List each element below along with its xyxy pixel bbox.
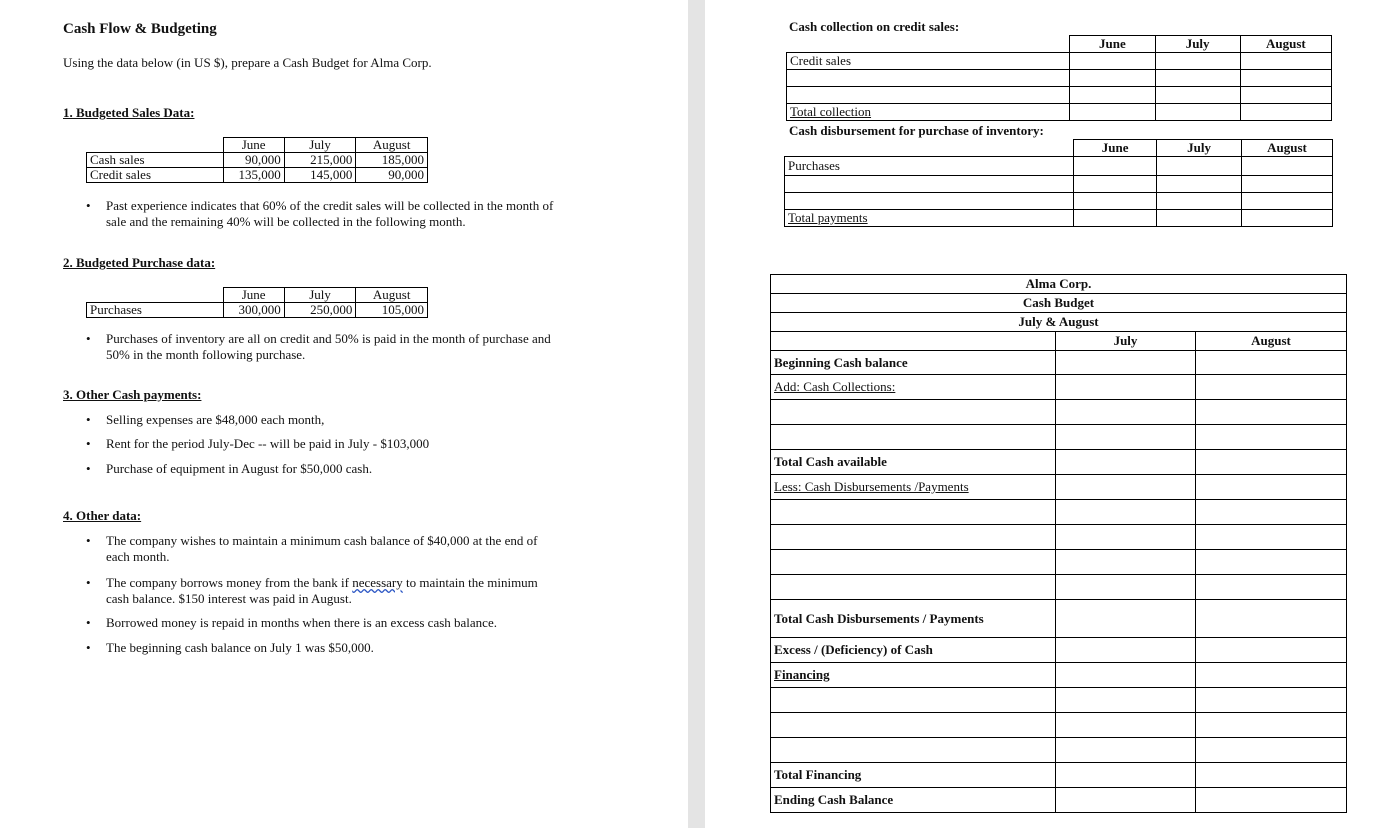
table-row [771, 450, 1347, 475]
disbursement-heading: Cash disbursement for purchase of inventory: [789, 123, 1044, 138]
bullet-text: Rent for the period July-Dec -- will be paid in July - $103,000 [106, 436, 430, 451]
cash-budget-table [770, 274, 1347, 813]
page-title: Cash Flow & Budgeting [63, 21, 217, 37]
table-row [787, 104, 1332, 121]
sales-col-july: July [284, 138, 356, 153]
sales-table [86, 137, 428, 183]
table-row [771, 600, 1347, 638]
cell: 215,000 [284, 153, 356, 168]
purch-col-june: June [223, 288, 284, 303]
table-row [785, 157, 1333, 176]
table-row [771, 475, 1347, 500]
table-row [771, 525, 1347, 550]
table-row [787, 53, 1332, 70]
page-gutter [688, 0, 705, 828]
disb-col-july: July [1157, 140, 1242, 157]
coll-col-july: July [1155, 36, 1240, 53]
bullet-text: Selling expenses are $48,000 each month, [106, 412, 325, 427]
disbursement-table [784, 139, 1333, 227]
table-row [771, 763, 1347, 788]
budget-col-august: August [1196, 332, 1347, 351]
bullet-line: sale and the remaining 40% will be collected in the following month. [106, 214, 466, 229]
row-label: Beginning Cash balance [771, 351, 1056, 375]
table-row [771, 738, 1347, 763]
table-row [771, 375, 1347, 400]
row-label: Total payments [785, 210, 1074, 227]
text-part: to maintain the minimum [406, 575, 538, 590]
coll-col-june: June [1070, 36, 1155, 53]
disb-col-august: August [1242, 140, 1333, 157]
row-label: Total collection [787, 104, 1070, 121]
table-row [771, 638, 1347, 663]
table-row [771, 425, 1347, 450]
cell: 90,000 [356, 168, 428, 183]
table-row [771, 713, 1347, 738]
table-row [87, 168, 428, 183]
table-row [771, 575, 1347, 600]
table-row [771, 400, 1347, 425]
table-row [785, 210, 1333, 227]
disb-col-june: June [1074, 140, 1157, 157]
table-row [87, 303, 428, 318]
spellcheck-word: necessary [352, 575, 403, 590]
section2-heading: 2. Budgeted Purchase data: [63, 255, 216, 270]
bullet-line: Past experience indicates that 60% of the credit sales will be collected in the month of [106, 198, 554, 213]
row-label: Purchases [785, 157, 1074, 176]
row-label: Excess / (Deficiency) of Cash [771, 638, 1056, 663]
row-label: Credit sales [87, 168, 224, 183]
row-label: Total Financing [771, 763, 1056, 788]
bullet-text: Purchase of equipment in August for $50,000 cash. [106, 461, 373, 476]
text-part: The company borrows money from the bank if [106, 575, 349, 590]
table-row [785, 176, 1333, 193]
bullet-text: Borrowed money is repaid in months when there is an excess cash balance. [106, 615, 497, 630]
bullet-line [106, 575, 538, 591]
cell: 300,000 [223, 303, 284, 318]
table-row [771, 500, 1347, 525]
intro-text: Using the data below (in US $), prepare a Cash Budget for Alma Corp. [63, 55, 432, 70]
sales-col-august: August [356, 138, 428, 153]
budget-col-july: July [1056, 332, 1196, 351]
row-label: Cash sales [87, 153, 224, 168]
bullet-line: each month. [106, 549, 170, 564]
row-label: Credit sales [787, 53, 1070, 70]
budget-name: Cash Budget [771, 294, 1347, 313]
purchases-table [86, 287, 428, 318]
purch-col-august: August [356, 288, 428, 303]
table-row [787, 87, 1332, 104]
table-row [771, 663, 1347, 688]
bullet-line: cash balance. $150 interest was paid in August. [106, 591, 352, 606]
cell: 135,000 [223, 168, 284, 183]
bullet-line: 50% in the month following purchase. [106, 347, 306, 362]
table-row [771, 550, 1347, 575]
table-row [771, 788, 1347, 813]
table-row [771, 688, 1347, 713]
coll-col-august: August [1240, 36, 1331, 53]
budget-period: July & August [771, 313, 1347, 332]
cell: 250,000 [284, 303, 356, 318]
cell: 145,000 [284, 168, 356, 183]
sales-col-june: June [223, 138, 284, 153]
bullet-text: The beginning cash balance on July 1 was $50,000. [106, 640, 374, 655]
table-row [787, 70, 1332, 87]
cell: 90,000 [223, 153, 284, 168]
table-row [785, 193, 1333, 210]
purch-col-july: July [284, 288, 356, 303]
row-label: Financing [771, 663, 1056, 688]
section4-heading: 4. Other data: [63, 508, 142, 523]
table-row [771, 351, 1347, 375]
section3-heading: 3. Other Cash payments: [63, 387, 202, 402]
row-label: Ending Cash Balance [771, 788, 1056, 813]
bullet-line: Purchases of inventory are all on credit and 50% is paid in the month of purchase and [106, 331, 551, 346]
table-row [87, 153, 428, 168]
bullet-line: The company wishes to maintain a minimum cash balance of $40,000 at the end of [106, 533, 538, 548]
row-label: Add: Cash Collections: [771, 375, 1056, 400]
row-label: Less: Cash Disbursements /Payments [771, 475, 1056, 500]
section1-heading: 1. Budgeted Sales Data: [63, 105, 195, 120]
row-label: Total Cash Disbursements / Payments [771, 600, 1056, 638]
row-label: Total Cash available [771, 450, 1056, 475]
budget-company: Alma Corp. [771, 275, 1347, 294]
row-label: Purchases [87, 303, 224, 318]
cell: 105,000 [356, 303, 428, 318]
collection-table [786, 35, 1332, 121]
collection-heading: Cash collection on credit sales: [789, 19, 960, 34]
cell: 185,000 [356, 153, 428, 168]
